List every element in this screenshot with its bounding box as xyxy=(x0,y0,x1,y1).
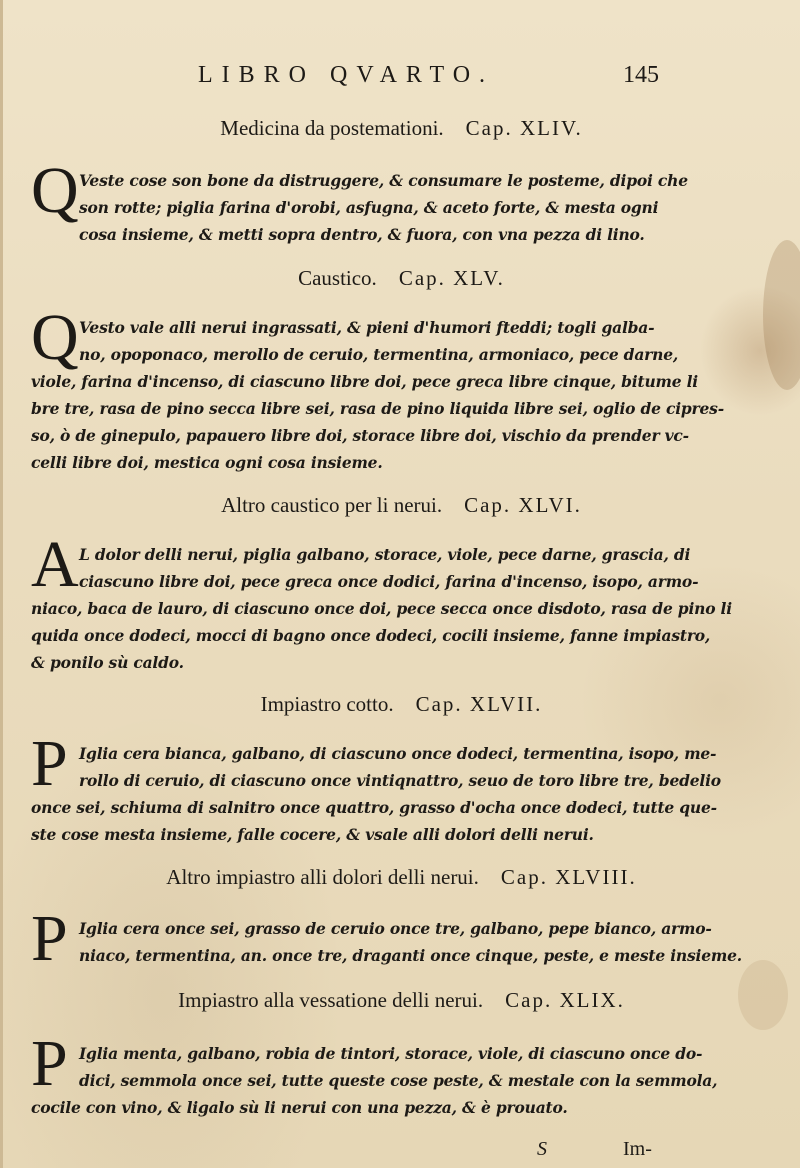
text-line: cocile con vino, & ligalo sù li nerui con una pezza, & è prouato. xyxy=(31,1098,568,1117)
drop-cap: P xyxy=(31,1027,68,1100)
text-line: son rotte; piglia farina d'orobi, asfugna, & aceto forte, & mesta ogni xyxy=(79,198,659,217)
chapter-title: Impiastro cotto. xyxy=(260,692,394,716)
chapter-title: Altro impiastro alli dolori delli nerui. xyxy=(166,865,479,889)
drop-cap: A xyxy=(31,528,79,601)
text-line: no, opoponaco, merollo de ceruio, termentina, armoniaco, pece darne, xyxy=(79,345,679,364)
chapter-heading xyxy=(3,865,800,890)
chapter-body xyxy=(31,902,742,975)
water-stain xyxy=(763,240,800,390)
chapter-title: Impiastro alla vessatione delli nerui. xyxy=(178,988,484,1012)
text-line: rollo di ceruio, di ciascuno once vintiqnattro, seuo de toro libre tre, bedelio xyxy=(79,771,721,790)
drop-cap: Q xyxy=(31,154,79,227)
chapter-heading xyxy=(3,266,800,291)
text-line: celli libre doi, mestica ogni cosa insieme. xyxy=(31,453,383,472)
chapter-number: Cap. XLIV. xyxy=(465,116,583,140)
drop-cap: P xyxy=(31,902,68,975)
text-line: bre tre, rasa de pino secca libre sei, rasa de pino liquida libre sei, oglio de cipres- xyxy=(31,399,724,418)
running-head: LIBRO QVARTO. xyxy=(198,62,495,88)
chapter-number: Cap. XLV. xyxy=(398,266,505,290)
text-line: cosa insieme, & metti sopra dentro, & fuora, con vna pezza di lino. xyxy=(79,225,645,244)
chapter-heading xyxy=(3,493,800,518)
text-line: so, ò de ginepulo, papauero libre doi, storace libre doi, vischio da prender vc- xyxy=(31,426,689,445)
text-line: ste cose mesta insieme, falle cocere, & vsale alli dolori delli nerui. xyxy=(31,825,594,844)
chapter-body xyxy=(31,1027,718,1121)
chapter-body xyxy=(31,301,724,476)
text-line: Iglia menta, galbano, robia de tintori, storace, viole, di ciascuno once do- xyxy=(79,1044,703,1063)
chapter-title: Caustico. xyxy=(298,266,377,290)
chapter-heading xyxy=(3,692,800,717)
text-line: L dolor delli nerui, piglia galbano, storace, viole, pece darne, grascia, di xyxy=(79,545,691,564)
chapter-title: Altro caustico per li nerui. xyxy=(221,493,443,517)
text-line: ciascuno libre doi, pece greca once dodici, farina d'incenso, isopo, armo- xyxy=(79,572,699,591)
chapter-number: Cap. XLIX. xyxy=(505,988,625,1012)
chapter-body xyxy=(31,154,693,248)
drop-cap: P xyxy=(31,727,68,800)
chapter-number: Cap. XLVI. xyxy=(464,493,582,517)
chapter-number: Cap. XLVIII. xyxy=(500,865,637,889)
text-line: viole, farina d'incenso, di ciascuno libre doi, pece greca libre cinque, bitume li xyxy=(31,372,698,391)
catchword: Im- xyxy=(623,1138,652,1160)
drop-cap: Q xyxy=(31,301,79,374)
text-line: once sei, schiuma di salnitro once quattro, grasso d'ocha once dodeci, tutte que- xyxy=(31,798,717,817)
chapter-number: Cap. XLVII. xyxy=(415,692,543,716)
text-line: Iglia cera bianca, galbano, di ciascuno once dodeci, termentina, isopo, me- xyxy=(79,744,717,763)
text-line: Veste cose son bone da distruggere, & consumare le posteme, dipoi che xyxy=(79,171,688,190)
text-line: dici, semmola once sei, tutte queste cose peste, & mestale con la semmola, xyxy=(79,1071,718,1090)
text-line: niaco, termentina, an. once tre, draganti once cinque, peste, e meste insieme. xyxy=(79,946,742,965)
text-line: Vesto vale alli nerui ingrassati, & pieni d'humori fteddi; togli galba- xyxy=(79,318,655,337)
signature-mark: S xyxy=(537,1138,547,1160)
chapter-title: Medicina da postemationi. xyxy=(220,116,444,140)
page-header xyxy=(3,62,800,94)
text-line: & ponilo sù caldo. xyxy=(31,653,184,672)
text-line: Iglia cera once sei, grasso de ceruio once tre, galbano, pepe bianco, armo- xyxy=(79,919,712,938)
chapter-body xyxy=(31,528,732,676)
page-number: 145 xyxy=(623,62,659,88)
chapter-heading xyxy=(3,116,800,141)
chapter-heading xyxy=(3,988,800,1013)
chapter-body xyxy=(31,727,721,848)
text-line: quida once dodeci, mocci di bagno once dodeci, cocili insieme, fanne impiastro, xyxy=(31,626,711,645)
text-line: niaco, baca de lauro, di ciascuno once doi, pece secca once disdoto, rasa de pino li xyxy=(31,599,732,618)
